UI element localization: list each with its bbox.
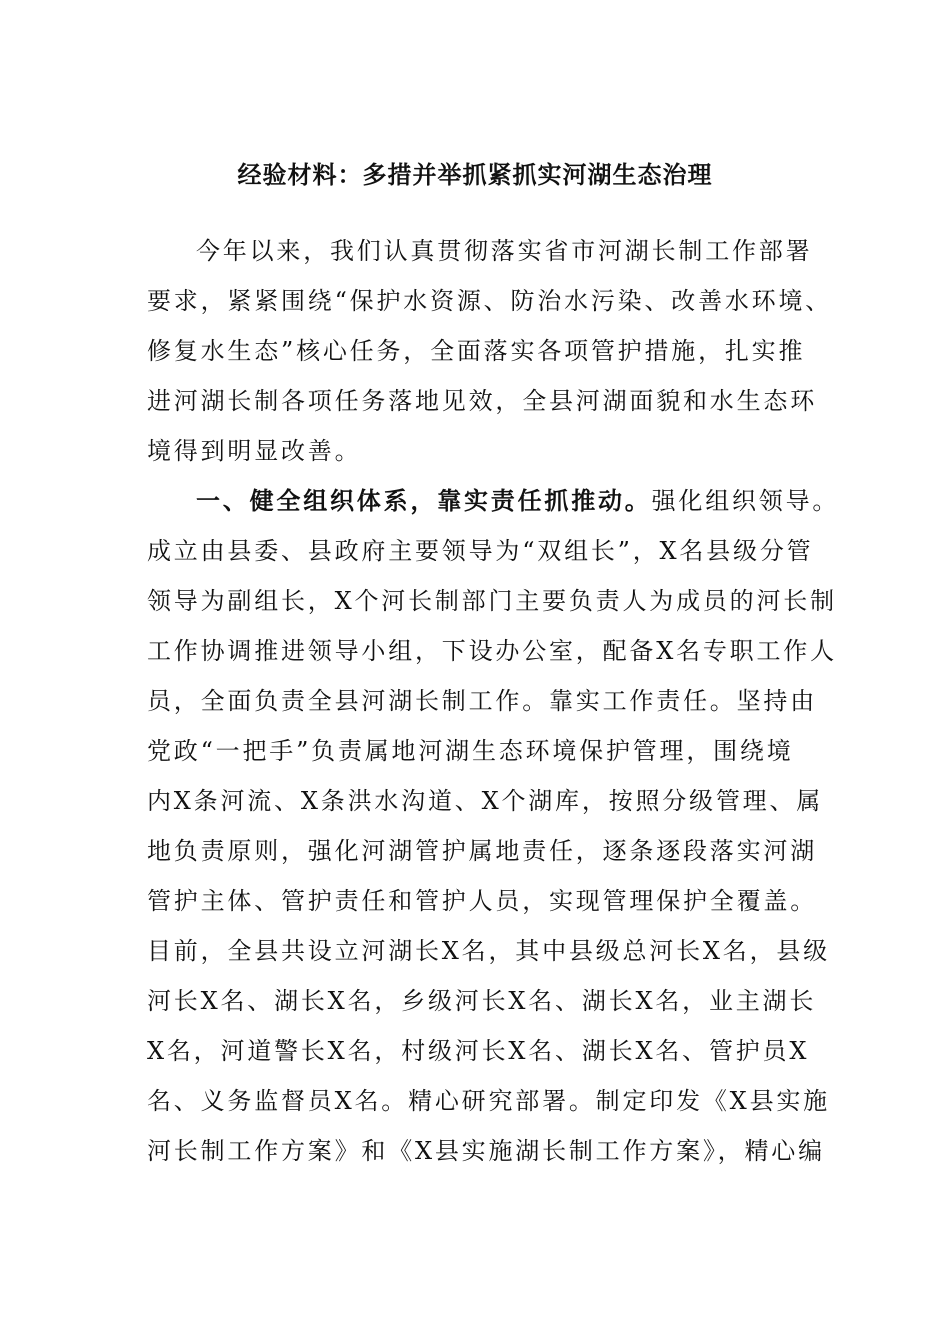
paragraph-line: 进河湖长制各项任务落地见效，全县河湖面貌和水生态环 [147, 387, 817, 415]
section-first-line [196, 484, 839, 518]
section-line: 管护主体、管护责任和管护人员，实现管理保护全覆盖。 [147, 887, 817, 915]
section-line: 工作协调推进领导小组，下设办公室，配备X名专职工作人 [147, 637, 837, 665]
section-line: 员，全面负责全县河湖长制工作。靠实工作责任。坚持由 [147, 687, 817, 715]
section-line: 河长X名、湖长X名，乡级河长X名、湖长X名，业主湖长 [147, 987, 817, 1015]
paragraph-line: 修复水生态”核心任务，全面落实各项管护措施，扎实推 [147, 337, 806, 365]
section-line: 河长制工作方案》和《X县实施湖长制工作方案》，精心编 [147, 1137, 825, 1165]
section-first-line-text: 强化组织领导。 [651, 487, 840, 515]
section-line: 地负责原则，强化河湖管护属地责任，逐条逐段落实河湖 [147, 837, 817, 865]
paragraph-line: 境得到明显改善。 [147, 437, 362, 465]
section-line: 党政“一把手”负责属地河湖生态环境保护管理，围绕境 [147, 737, 794, 765]
document-title: 经验材料：多措并举抓紧抓实河湖生态治理 [237, 160, 713, 189]
section-line: 成立由县委、县政府主要领导为“双组长”，X名县级分管 [147, 537, 814, 565]
section-line: X名，河道警长X名，村级河长X名、湖长X名、管护员X [147, 1037, 810, 1065]
section-line: 名、义务监督员X名。精心研究部署。制定印发《X县实施 [147, 1087, 830, 1115]
section-heading: 一、健全组织体系，靠实责任抓推动。 [196, 486, 652, 515]
section-line: 内X条河流、X条洪水沟道、X个湖库，按照分级管理、属 [147, 787, 824, 815]
paragraph-line: 要求，紧紧围绕“保护水资源、防治水污染、改善水环境、 [147, 287, 833, 315]
section-line: 领导为副组长，X个河长制部门主要负责人为成员的河长制 [147, 587, 837, 615]
section-line: 目前，全县共设立河湖长X名，其中县级总河长X名，县级 [147, 937, 830, 965]
paragraph-line: 今年以来，我们认真贯彻落实省市河湖长制工作部署 [196, 237, 813, 265]
